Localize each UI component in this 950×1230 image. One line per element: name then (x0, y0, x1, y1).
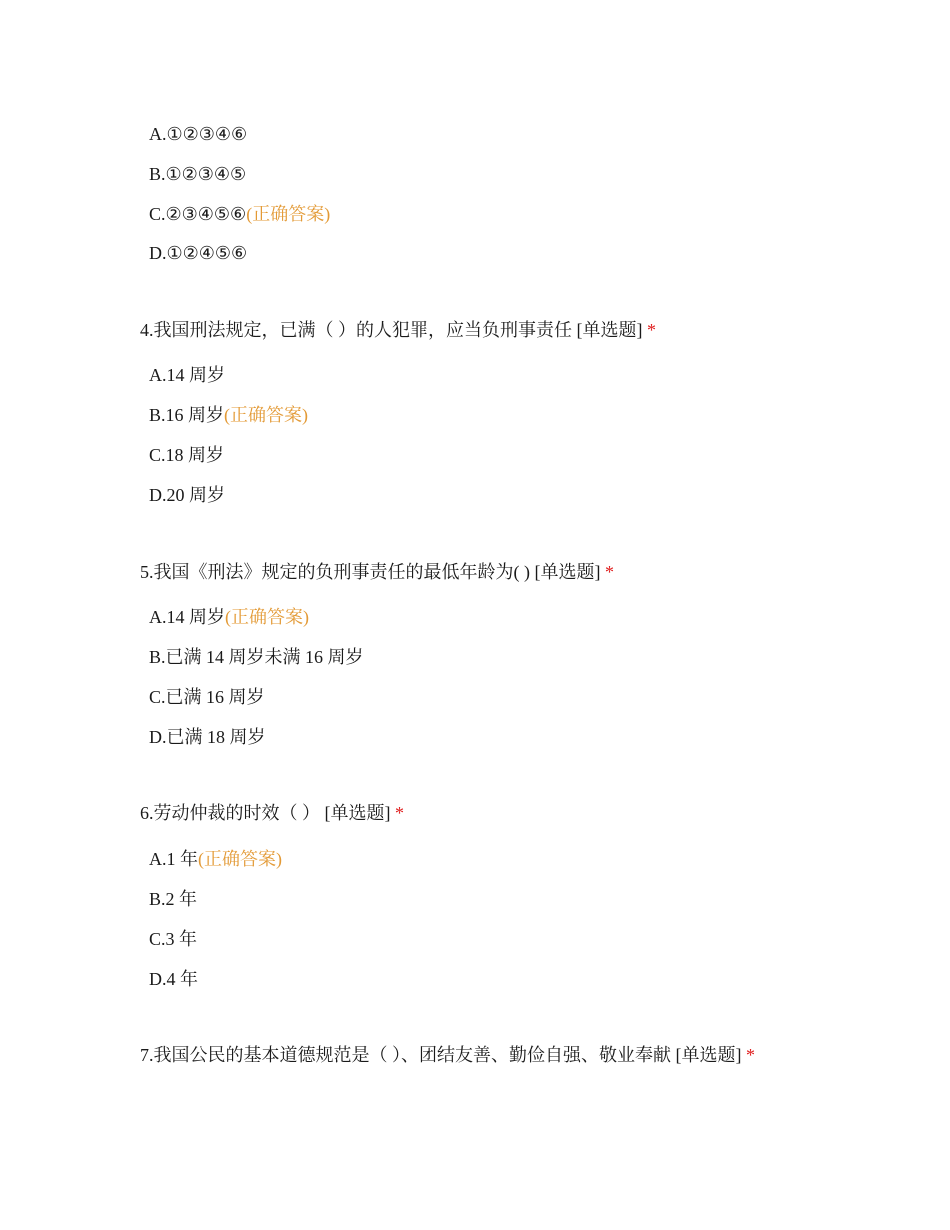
option-label: B.①②③④⑤ (149, 164, 247, 184)
correct-answer-tag: (正确答案) (225, 607, 309, 627)
question-text: 7.我国公民的基本道德规范是（ ）、团结友善、勤俭自强、敬业奉献 [单选题] (140, 1045, 742, 1065)
q5-option-a (149, 605, 309, 629)
option-label: C.②③④⑤⑥ (149, 204, 247, 224)
option-label: C.3 年 (149, 929, 198, 949)
q6-option-a (149, 847, 282, 871)
option-label: A.14 周岁 (149, 365, 225, 385)
option-label: A.14 周岁 (149, 607, 225, 627)
correct-answer-tag: (正确答案) (224, 405, 309, 425)
q4-option-d (149, 483, 225, 507)
q5-title (140, 560, 614, 584)
option-label: B.已满 14 周岁未满 16 周岁 (149, 647, 364, 667)
q3-option-c (149, 202, 330, 226)
option-label: A.1 年 (149, 849, 198, 869)
question-text: 4.我国刑法规定，已满（ ）的人犯罪，应当负刑事责任 [单选题] (140, 320, 643, 340)
option-label: C.已满 16 周岁 (149, 687, 265, 707)
required-marker: * (395, 803, 404, 823)
q5-option-b (149, 645, 364, 669)
correct-answer-tag: (正确答案) (198, 849, 282, 869)
q5-option-d (149, 725, 266, 749)
option-label: B.16 周岁 (149, 405, 225, 425)
option-label: B.2 年 (149, 889, 198, 909)
q3-option-a (149, 122, 247, 146)
q6-option-d (149, 967, 198, 991)
q4-title (140, 318, 656, 342)
q4-option-c (149, 443, 224, 467)
required-marker: * (746, 1045, 755, 1065)
q6-title (140, 801, 404, 825)
q4-option-a (149, 363, 225, 387)
required-marker: * (604, 562, 614, 582)
option-label: D.4 年 (149, 969, 198, 989)
option-label: C.18 周岁 (149, 445, 225, 465)
q7-title (140, 1043, 755, 1067)
q6-option-c (149, 927, 197, 951)
question-text: 6.劳动仲裁的时效（ ） [单选题] (140, 803, 391, 823)
question-text: 5.我国《刑法》规定的负刑事责任的最低年龄为( ) [单选题] (140, 562, 601, 582)
q6-option-b (149, 887, 197, 911)
required-marker: * (647, 320, 656, 340)
option-label: D.①②④⑤⑥ (149, 243, 248, 263)
option-label: D.已满 18 周岁 (149, 727, 266, 747)
q4-option-b (149, 403, 308, 427)
q3-option-b (149, 162, 246, 186)
option-label: A.①②③④⑥ (149, 124, 248, 144)
q3-option-d (149, 241, 247, 265)
correct-answer-tag: (正确答案) (246, 204, 331, 224)
q5-option-c (149, 685, 265, 709)
option-label: D.20 周岁 (149, 485, 225, 505)
